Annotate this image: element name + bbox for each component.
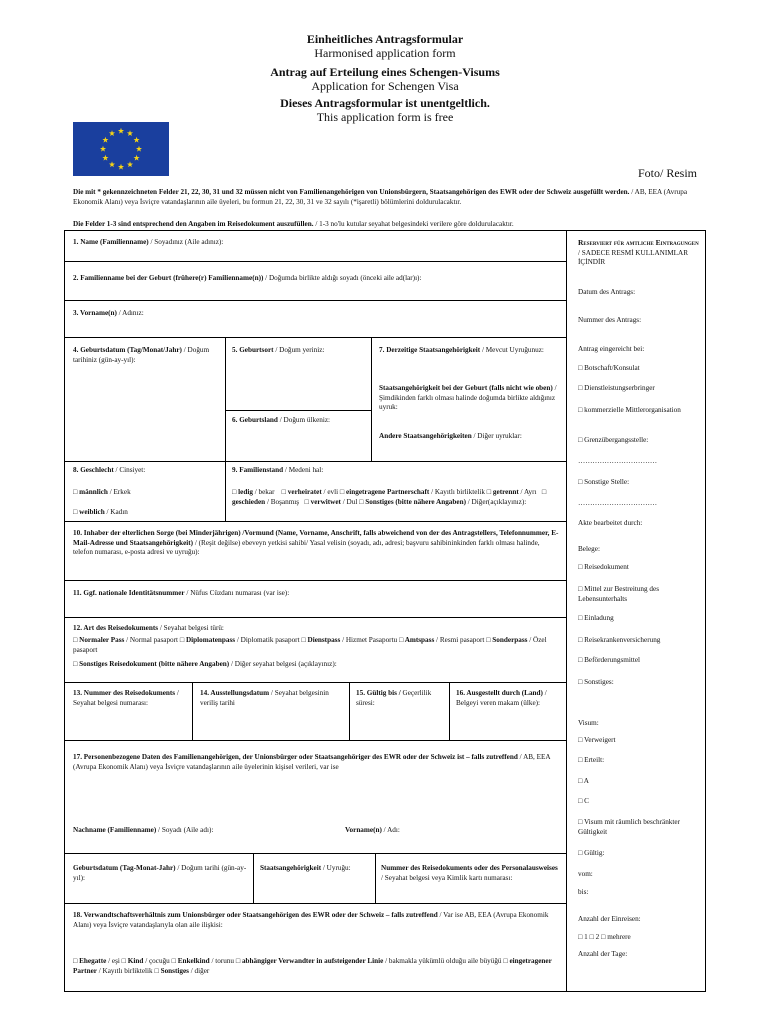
free-notice-en: This application form is free [316,110,454,124]
field-17-first-name[interactable]: Vorname(n) / Adı: [345,826,400,834]
field-8-sex: 8. Geschlecht / Cinsiyet: [73,466,146,474]
field-5-place-of-birth[interactable]: 5. Geburtsort / Doğum yeriniz: [232,346,325,354]
field-12-document-type: 12. Art des Reisedokuments / Seyahat belgesi türü: [73,624,224,632]
field-18-relationship: 18. Verwandtschaftsverhältnis zum Unionsbürger oder Staatsangehörigen des EWR oder der Schweiz – falls zutreffend / Var ise AB, EEA (Avrupa Ekonomik Alanı) veya İsviçre vatandaşlarıyla olan aile ilişkisi: [73,911,549,929]
field-17-surname[interactable]: Nachname (Familienname) / Soyadı (Aile adı): [73,826,214,834]
subtitle-en: Application for Schengen Visa [311,79,459,93]
official-item: vom: [578,870,593,878]
official-item: □ Visum mit räumlich beschränkter Gültigkeit [578,818,680,836]
field-2-surname-at-birth[interactable]: 2. Familienname bei der Geburt (frühere(r) Familienname(n)) / Doğumda birlikte aldığı soyadı (önceki aile ad(lar)ı): [73,274,422,282]
document-type-other[interactable]: □ Sonstiges Reisedokument (bitte nähere Angaben) / Diğer seyahat belgesi (açıklayınız): [73,660,337,668]
field-17-document-number[interactable]: Nummer des Reisedokuments oder des Personalausweises / Seyahat belgesi veya Kimlik kartı numarası: [381,864,558,882]
relationship-options[interactable]: □ Ehegatte / eşi □ Kind / çocuğu □ Enkelkind / torunu □ abhängiger Verwandter in aufsteigender Linie / bakmakla yükümlü olduğu aile büyüğü □ eingetragener Partner / Kayıtlı birliktelik □ Sonstiges / diğer [73,957,552,975]
official-item: □ kommerzielle Mittlerorganisation [578,406,681,414]
free-notice-de: Dieses Antragsformular ist unentgeltlich. [280,96,490,110]
field-7-nationality-at-birth[interactable]: Staatsangehörigkeit bei der Geburt (falls nicht wie oben) / Şimdikinden farklı olması halinde doğumda birlikte aldığınız uyruk: [379,384,557,411]
official-item: □ Botschaft/Konsulat [578,364,640,372]
official-item: □ 1 □ 2 □ mehrere [578,933,631,941]
official-item: □ Sonstige Stelle: [578,478,630,486]
field-3-first-names[interactable]: 3. Vorname(n) / Adınız: [73,309,144,317]
document-type-options[interactable]: □ Normaler Pass / Normal pasaport □ Diplomatenpass / Diplomatik pasaport □ Dienstpass / Hizmet Pasaportu □ Amtspass / Resmi pasaport □ Sonderpass / Özel pasaport [73,636,547,654]
field-10-parental-authority[interactable]: 10. Inhaber der elterlichen Sorge (bei Minderjährigen) /Vormund (Name, Vorname, Anschrift, falls abweichend von der des Antragstellers, Telefonnummer, E-Mail-Adresse und Staatsangehörigkeit) / (Reşit değilse) ebeveyn yetkisi sahibi/ Yasal velisin (soyadı, adı, adresi; başvuru sahibininkinden farklı olması halinde, telefon numarası, e-posta adresi ve uyruğu): [73,529,559,556]
title-de: Einheitliches Antragsformular [306,32,464,46]
official-item: Anzahl der Tage: [578,950,628,958]
field-11-national-id[interactable]: 11. Ggf. nationale Identitätsnummer / Nüfus Cüzdanı numarası (var ise): [73,589,290,597]
official-item: Visum: [578,719,599,727]
official-item: □ Erteilt: [578,756,605,764]
field-16-issued-by[interactable]: 16. Ausgestellt durch (Land) / Belgeyi veren makam (ülke): [456,689,547,707]
official-item: …………………………… [578,457,658,465]
title-en: Harmonised application form [314,46,456,60]
official-item: □ Reisekrankenversicherung [578,636,661,644]
field-17-family-member-data: 17. Personenbezogene Daten des Familienangehörigen, der Unionsbürger oder Staatsangehöriger des EWR oder der Schweiz ist – falls zutreffend / AB, EEA (Avrupa Ekonomik Alanı) veya İsviçre vatandaşlarının aile üyelerinin kişisel verileri, var ise [73,753,551,771]
sex-male-checkbox[interactable]: □ männlich / Erkek [73,488,131,496]
field-4-date-of-birth[interactable]: 4. Geburtsdatum (Tag/Monat/Jahr) / Doğum tarihiniz (gün-ay-yıl): [73,346,210,364]
field-6-country-of-birth[interactable]: 6. Geburtsland / Doğum ülkeniz: [232,416,331,424]
official-item: bis: [578,888,589,896]
field-7-other-nationalities[interactable]: Andere Staatsangehörigkeiten / Diğer uyruklar: [379,432,522,440]
official-item: Nummer des Antrags: [578,316,642,324]
intro-paragraph-2: Die Felder 1-3 sind entsprechend den Angaben im Reisedokument auszufüllen. / 1-3 no'lu kutular seyahat belgesindeki verilere göre doldurulacaktır. [73,220,514,228]
official-item: □ Reisedokument [578,563,629,571]
field-15-valid-until[interactable]: 15. Gültig bis / Geçerlilik süresi: [356,689,432,707]
official-item: □ Einladung [578,614,614,622]
field-17-nationality[interactable]: Staatsangehörigkeit / Uyruğu: [260,864,351,872]
field-9-civil-status: 9. Familienstand / Medeni hal: [232,466,324,474]
subtitle-de: Antrag auf Erteilung eines Schengen-Visums [270,65,500,79]
official-item: Antrag eingereicht bei: [578,345,645,353]
field-13-document-number[interactable]: 13. Nummer des Reisedokuments / Seyahat belgesi numarası: [73,689,179,707]
official-item: □ C [578,797,589,805]
official-item: □ Verweigert [578,736,616,744]
official-item: Belege: [578,545,600,553]
field-14-issue-date[interactable]: 14. Ausstellungsdatum / Seyahat belgesinin veriliş tarihi [200,689,329,707]
eu-flag-icon [73,122,169,176]
official-item: □ Dienstleistungserbringer [578,384,655,392]
official-item: □ Grenzübergangsstelle: [578,436,649,444]
civil-status-options[interactable]: □ ledig / bekar □ verheiratet / evli □ eingetragene Partnerschaft / Kayıtlı birliktelik □ getrennt / Ayrı □ geschieden / Boşanmış □ verwitwet / Dul □ Sonstiges (bitte nähere Angaben) / Diğer(açıklayınız): [232,488,547,506]
official-use-heading: Reserviert für amtliche Eintragungen / SADECE RESMİ KULLANIMLAR İÇİNDİR [578,238,699,266]
sex-female-checkbox[interactable]: □ weiblich / Kadın [73,508,128,516]
official-item: □ Mittel zur Bestreitung des Lebensunterhalts [578,585,659,603]
field-7-current-nationality[interactable]: 7. Derzeitige Staatsangehörigkeit / Mevcut Uyruğunuz: [379,346,544,354]
official-item: Akte bearbeitet durch: [578,519,643,527]
official-item: □ Sonstiges: [578,678,614,686]
official-item: □ Gültig: [578,849,605,857]
field-1-surname[interactable]: 1. Name (Familienname) / Soyadınız (Aile adınız): [73,238,224,246]
official-item: …………………………… [578,499,658,507]
field-17-date-of-birth[interactable]: Geburtsdatum (Tag-Monat-Jahr) / Doğum tarihi (gün-ay-yıl): [73,864,247,882]
official-item: □ Beförderungsmittel [578,656,641,664]
official-item: □ A [578,777,589,785]
photo-label: Foto/ Resim [637,166,697,180]
official-item: Datum des Antrags: [578,288,636,296]
official-item: Anzahl der Einreisen: [578,915,641,923]
intro-paragraph-1: Die mit * gekennzeichneten Felder 21, 22, 30, 31 und 32 müssen nicht von Familienangehörigen von Unionsbürgern, Staatsangehörigen des EWR oder der Schweiz ausgefüllt werden. / AB, EEA (Avrupa Ekonomik Alanı) veya İsviçre vatandaşlarının aile üyeleri, bu formun 21, 22, 30, 31 ve 32 sayılı (*işaretli) bölümlerini doldurulacaktır. [73,188,688,206]
